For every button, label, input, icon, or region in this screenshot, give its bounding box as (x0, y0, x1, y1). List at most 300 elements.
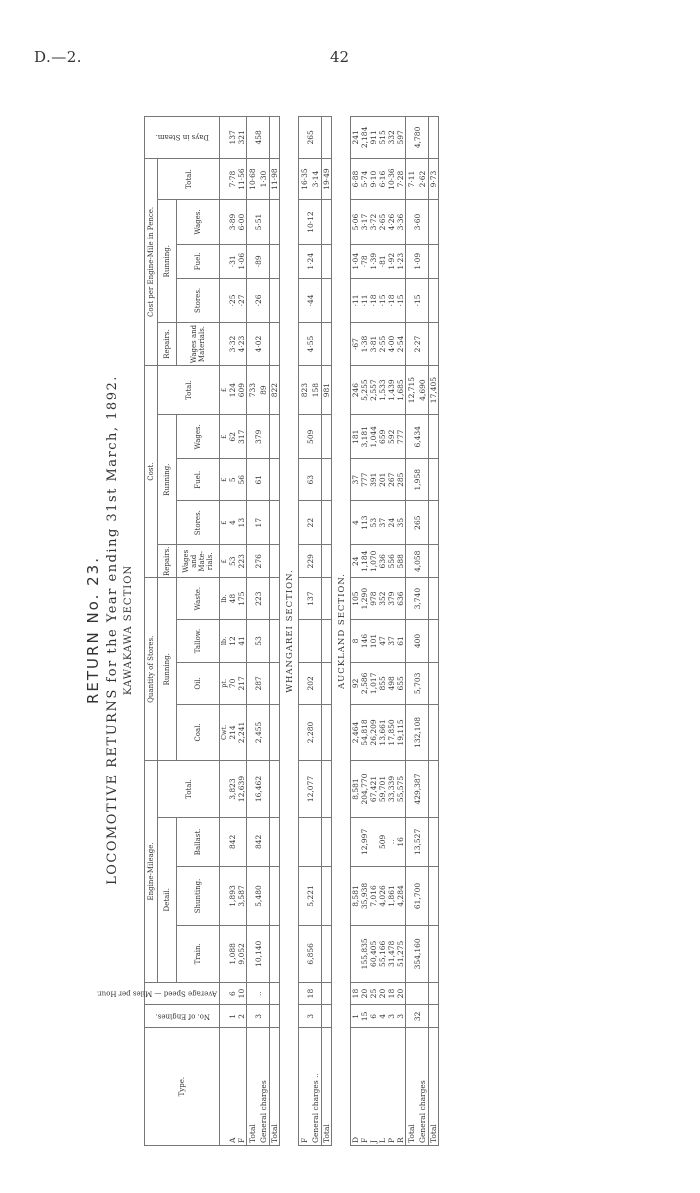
cell-wages: 181 (351, 415, 361, 459)
cell-p-total (299, 158, 322, 200)
cell-days: 2,184 (360, 117, 369, 159)
total-pence: 7·11 (407, 170, 416, 188)
total-pence: 10·68 (248, 168, 257, 190)
cell-coal: 132,108 (406, 704, 429, 761)
cell-days: 515 (378, 117, 387, 159)
cell-oil: 70 (228, 663, 237, 705)
col-tallow: Tallow. (177, 619, 220, 662)
unit-stores: £ (220, 501, 229, 545)
cell-days: 911 (369, 117, 378, 159)
unit-tallow: lb. (220, 619, 229, 662)
cell-no: 3 (387, 1005, 396, 1028)
cell-ballast: 842 (228, 817, 237, 866)
col-cost-total: Total. (158, 366, 220, 415)
total-row (406, 117, 429, 1146)
cell-oil: 217 (237, 663, 247, 705)
section-row (280, 117, 299, 1146)
col-pence-stores: Stores. (177, 278, 220, 322)
cell-p-wages: 2·65 (378, 200, 387, 244)
col-cost-running: Running. (158, 415, 177, 545)
cell-days: 597 (396, 117, 406, 159)
cell-p-stores: ·11 (351, 278, 361, 322)
cell-p-total: 10·36 (387, 158, 396, 200)
cell-days: 458 (247, 117, 270, 159)
cell-shunting: 5,221 (299, 866, 322, 925)
cell-p-rep: 2·54 (396, 323, 406, 366)
cell-ctotal: 124 (228, 366, 237, 415)
unit-oil: pt. (220, 663, 229, 705)
cell-no: 3 (299, 1005, 322, 1028)
cell-coal: 2,464 (351, 704, 361, 761)
cell-wages: 317 (237, 415, 247, 459)
cell-coal: 26,209 (369, 704, 378, 761)
col-mileage-total: Total. (158, 761, 220, 818)
col-oil: Oil. (177, 663, 220, 705)
table-row (237, 117, 247, 1146)
auckland-section-title: AUCKLAND SECTION. (337, 572, 347, 690)
cell-shunting: 4,284 (396, 866, 406, 925)
cell-days: 137 (228, 117, 237, 159)
total-row (247, 117, 270, 1146)
cell-waste: 223 (247, 578, 270, 620)
cell-rep: 1,184 (360, 545, 369, 578)
cell-tallow: 8 (351, 619, 361, 662)
total-value: 12,715 (407, 376, 416, 404)
general-charges-value: 4,690 (418, 379, 427, 401)
cell-p-stores: ·18 (387, 278, 396, 322)
cell-no: 1 (228, 1005, 237, 1028)
cell-wages: 62 (228, 415, 237, 459)
cell-waste: 1,290 (360, 578, 369, 620)
col-pence-wages: Wages. (177, 200, 220, 244)
cell-speed: 6 (228, 982, 237, 1005)
cell-no: 32 (406, 1005, 429, 1028)
cell-fuel: 63 (299, 459, 322, 501)
cell-type: F (360, 1028, 369, 1146)
cell-p-total: 7·78 (228, 158, 237, 200)
cell-p-rep: 1·38 (360, 323, 369, 366)
col-cost-fuel: Fuel. (177, 459, 220, 501)
cell-p-total (406, 158, 429, 200)
cell-total: 204,770 (360, 761, 369, 818)
general-charges-pence: 1·30 (259, 170, 268, 188)
cell-p-stores: ·44 (299, 278, 322, 322)
cell-train: 60,405 (369, 926, 378, 983)
cell-rep: 223 (237, 545, 247, 578)
section-row (332, 117, 351, 1146)
cell-stores: 53 (369, 501, 378, 545)
cell-wages: 659 (378, 415, 387, 459)
cell-tallow: 12 (228, 619, 237, 662)
cell-oil: 5,703 (406, 663, 429, 705)
col-train: Train. (177, 926, 220, 983)
cell-ballast: 13,527 (406, 817, 429, 866)
cell-fuel: 1,958 (406, 459, 429, 501)
cell-speed: 20 (396, 982, 406, 1005)
cell-p-fuel: ·31 (228, 244, 237, 278)
unit-fuel: £ (220, 459, 229, 501)
cell-train: 1,088 (228, 926, 237, 983)
cell-p-rep: 4·55 (299, 323, 322, 366)
cell-ctotal (247, 366, 270, 415)
col-cost-per-mile: Cost per Engine-Mile in Pence. (145, 158, 158, 365)
cell-waste: 352 (378, 578, 387, 620)
cell-p-stores: ·26 (247, 278, 270, 322)
kawakawa-section-title: KAWAKAWA SECTION (123, 564, 134, 696)
cell-wages: 509 (299, 415, 322, 459)
cell-p-fuel: 1·24 (299, 244, 322, 278)
cell-p-total: 6·88 (351, 158, 361, 200)
cell-days: 265 (299, 117, 322, 159)
cell-days: 321 (237, 117, 247, 159)
cell-p-stores: ·15 (378, 278, 387, 322)
cell-waste: 105 (351, 578, 361, 620)
cell-p-fuel: 1·04 (351, 244, 361, 278)
cell-p-rep: 3·81 (369, 323, 378, 366)
cell-train (351, 926, 361, 983)
cell-rep: 556 (387, 545, 396, 578)
grand-total-row (270, 117, 280, 1146)
cell-shunting: 7,016 (369, 866, 378, 925)
total-label: Total (248, 1124, 257, 1143)
col-wages-materials: Wages and Materials. (177, 323, 220, 366)
unit-coal: Cwt. (220, 704, 229, 761)
unit-waste: lb. (220, 578, 229, 620)
cell-p-fuel: 1·92 (387, 244, 396, 278)
cell-ctotal (406, 366, 429, 415)
cell-shunting: 61,700 (406, 866, 429, 925)
cell-p-wages: 3·60 (406, 200, 429, 244)
cell-p-rep: 4·02 (247, 323, 270, 366)
cell-oil: 498 (387, 663, 396, 705)
cell-coal: 54,818 (360, 704, 369, 761)
col-stores-running: Running. (158, 578, 177, 761)
cell-train: 55,166 (378, 926, 387, 983)
cell-p-fuel: ·89 (247, 244, 270, 278)
cell-wages: 3,181 (360, 415, 369, 459)
rotated-table-page (62, 100, 622, 1160)
cell-p-total: 7·28 (396, 158, 406, 200)
cell-type: F (237, 1028, 247, 1146)
table-row (360, 117, 369, 1146)
cell-p-wages: 3·17 (360, 200, 369, 244)
cell-ctotal (299, 366, 322, 415)
cell-no: 2 (237, 1005, 247, 1028)
cell-p-rep: 2·55 (378, 323, 387, 366)
cell-p-stores: ·18 (369, 278, 378, 322)
cell-fuel: 5 (228, 459, 237, 501)
cell-total: 8,581 (351, 761, 361, 818)
cell-p-total: 19·49 (322, 158, 332, 200)
cell-p-total: 9·10 (369, 158, 378, 200)
cell-p-rep: ·67 (351, 323, 361, 366)
cell-ballast: 509 (378, 817, 387, 866)
cell-fuel: 777 (360, 459, 369, 501)
cell-tallow: 41 (237, 619, 247, 662)
col-avg-speed: Average Speed — Miles per Hour. (145, 982, 220, 1005)
col-quantity-stores: Quantity of Stores. (145, 578, 158, 761)
cell-p-wages: 3·36 (396, 200, 406, 244)
col-wages-mate: Wages and Mate- rials. (177, 545, 220, 578)
cell-total: 16,462 (247, 761, 270, 818)
general-charges-label: General charges .. (311, 1073, 320, 1143)
cell-oil: 92 (351, 663, 361, 705)
cell-type (247, 1028, 270, 1146)
cell-speed: 18 (387, 982, 396, 1005)
cell-wages: 379 (247, 415, 270, 459)
cell-stores: 24 (387, 501, 396, 545)
rotated-page-area (62, 100, 622, 1160)
cell-p-wages: 5·51 (247, 200, 270, 244)
cell-ballast: 12,997 (360, 817, 369, 866)
units-row (220, 117, 229, 1146)
col-cost-stores: Stores. (177, 501, 220, 545)
cell-speed: 18 (299, 982, 322, 1005)
cell-rep: 636 (378, 545, 387, 578)
cell-tallow: 61 (396, 619, 406, 662)
cell-speed: 18 (351, 982, 361, 1005)
total-value: 823 (300, 382, 309, 398)
col-shunting: Shunting. (177, 866, 220, 925)
cell-type: R (396, 1028, 406, 1146)
cell-train: 354,160 (406, 926, 429, 983)
cell-p-wages: 3·72 (369, 200, 378, 244)
cell-ctotal: 5,255 (360, 366, 369, 415)
document-reference: D.—2. (34, 48, 83, 66)
cell-coal: 2,455 (247, 704, 270, 761)
cell-fuel: 267 (387, 459, 396, 501)
cell-wages: 6,434 (406, 415, 429, 459)
cell-tallow: 37 (387, 619, 396, 662)
cell-oil: 287 (247, 663, 270, 705)
table-row (396, 117, 406, 1146)
cell-ctotal: 609 (237, 366, 247, 415)
cell-p-total (247, 158, 270, 200)
cell-tallow: 47 (378, 619, 387, 662)
cell-fuel: 56 (237, 459, 247, 501)
col-engine-mileage: Engine-Mileage. (145, 761, 158, 982)
cell-ballast (369, 817, 378, 866)
cell-stores: 35 (396, 501, 406, 545)
total-value: 733 (248, 382, 257, 398)
cell-total: 12,639 (237, 761, 247, 818)
cell-type: J (369, 1028, 378, 1146)
cell-p-stores: ·15 (406, 278, 429, 322)
col-waste: Waste. (177, 578, 220, 620)
col-pence-total: Total. (158, 158, 220, 200)
col-cost-repairs: Repairs. (158, 545, 177, 578)
col-detail: Detail. (158, 817, 177, 982)
cell-ballast: 16 (396, 817, 406, 866)
cell-waste: 48 (228, 578, 237, 620)
total-label: Total (407, 1124, 416, 1143)
cell-total: 429,387 (406, 761, 429, 818)
grand-total-row (322, 117, 332, 1146)
cell-total: 33,339 (387, 761, 396, 818)
cell-no: 3 (247, 1005, 270, 1028)
cell-type: A (228, 1028, 237, 1146)
cell-type: L (378, 1028, 387, 1146)
cell-shunting: 35,938 (360, 866, 369, 925)
return-number: RETURN No. 23. (84, 556, 102, 704)
cell-coal: 19,115 (396, 704, 406, 761)
cell-days: 332 (387, 117, 396, 159)
cell-p-stores: ·27 (237, 278, 247, 322)
cell-tallow: 400 (406, 619, 429, 662)
col-pence-fuel: Fuel. (177, 244, 220, 278)
cell-total: 3,823 (228, 761, 237, 818)
cell-p-rep: 3·32 (228, 323, 237, 366)
cell-fuel: 61 (247, 459, 270, 501)
cell-p-wages: 5·06 (351, 200, 361, 244)
cell-ballast (351, 817, 361, 866)
col-days-steam: Days in Steam. (145, 117, 220, 159)
cell-ctotal: 981 (322, 366, 332, 415)
cell-ballast: .. (387, 817, 396, 866)
table-row (387, 117, 396, 1146)
unit-ctotal: £ (220, 366, 229, 415)
cell-no: 4 (378, 1005, 387, 1028)
table-row (299, 117, 322, 1146)
cell-rep: 1,070 (369, 545, 378, 578)
general-charges-value: 89 (259, 385, 268, 395)
cell-shunting: 5,480 (247, 866, 270, 925)
cell-oil: 1,017 (369, 663, 378, 705)
unit-wages: £ (220, 415, 229, 459)
cell-stores: 4 (228, 501, 237, 545)
cell-p-fuel: ·81 (378, 244, 387, 278)
cell-rep: 229 (299, 545, 322, 578)
cell-coal: 214 (228, 704, 237, 761)
cell-ctotal: 246 (351, 366, 361, 415)
cell-type: P (387, 1028, 396, 1146)
cell-ballast: 842 (247, 817, 270, 866)
cell-shunting: 1,893 (228, 866, 237, 925)
cell-speed: 20 (378, 982, 387, 1005)
general-charges-pence: 3·14 (311, 170, 320, 188)
cell-p-wages: 10·12 (299, 200, 322, 244)
cell-p-stores: ·11 (360, 278, 369, 322)
cell-tallow: 53 (247, 619, 270, 662)
general-charges-value: 158 (311, 382, 320, 398)
cell-stores: 13 (237, 501, 247, 545)
cell-p-fuel: 1·39 (369, 244, 378, 278)
cell-no: 15 (360, 1005, 369, 1028)
cell-waste: 978 (369, 578, 378, 620)
cell-train: 155,835 (360, 926, 369, 983)
cell-type: Total (270, 1028, 280, 1146)
cell-p-rep: 4·00 (387, 323, 396, 366)
cell-waste: 379 (387, 578, 396, 620)
cell-p-wages: 6·00 (237, 200, 247, 244)
cell-fuel: 201 (378, 459, 387, 501)
cell-speed: 25 (369, 982, 378, 1005)
cell-stores: 113 (360, 501, 369, 545)
cell-speed: 10 (237, 982, 247, 1005)
cell-total: 67,421 (369, 761, 378, 818)
cell-ctotal: 822 (270, 366, 280, 415)
cell-shunting: 3,587 (237, 866, 247, 925)
cell-train: 10,140 (247, 926, 270, 983)
cell-fuel: 285 (396, 459, 406, 501)
cell-rep: 24 (351, 545, 361, 578)
cell-p-wages: 4·26 (387, 200, 396, 244)
cell-ctotal: 17,405 (429, 366, 439, 415)
cell-train: 31,478 (387, 926, 396, 983)
cell-coal: 2,280 (299, 704, 322, 761)
col-cost-wages: Wages. (177, 415, 220, 459)
cell-rep: 588 (396, 545, 406, 578)
cell-no: 1 (351, 1005, 361, 1028)
cell-rep: 276 (247, 545, 270, 578)
cell-p-fuel: 1·06 (237, 244, 247, 278)
cell-oil: 202 (299, 663, 322, 705)
cell-p-fuel: 1·23 (396, 244, 406, 278)
cell-stores: 37 (378, 501, 387, 545)
cell-waste: 175 (237, 578, 247, 620)
cell-rep: 4,058 (406, 545, 429, 578)
cell-speed: .. (247, 982, 270, 1005)
type-label: F (300, 1137, 309, 1143)
col-type: Type. (145, 1028, 220, 1146)
cell-shunting: 1,861 (387, 866, 396, 925)
cell-p-total: 5·74 (360, 158, 369, 200)
col-ballast: Ballast. (177, 817, 220, 866)
cell-stores: 265 (406, 501, 429, 545)
cell-train: 51,275 (396, 926, 406, 983)
cell-p-wages: 3·89 (228, 200, 237, 244)
cell-coal: 2,241 (237, 704, 247, 761)
cell-waste: 3,740 (406, 578, 429, 620)
cell-total: 12,077 (299, 761, 322, 818)
cell-days: 4,780 (406, 117, 429, 159)
return-title: LOCOMOTIVE RETURNS for the Year ending 31st March, 1892. (105, 375, 120, 885)
cell-total: 55,575 (396, 761, 406, 818)
col-pence-repairs: Repairs. (158, 323, 177, 366)
table-row (378, 117, 387, 1146)
table-row (228, 117, 237, 1146)
cell-waste: 137 (299, 578, 322, 620)
cell-wages: 1,044 (369, 415, 378, 459)
cell-no: 6 (369, 1005, 378, 1028)
cell-type: Total (322, 1028, 332, 1146)
col-cost: Cost. (145, 366, 158, 578)
cell-p-stores: ·25 (228, 278, 237, 322)
cell-type (406, 1028, 429, 1146)
cell-no: 3 (396, 1005, 406, 1028)
cell-train: 9,052 (237, 926, 247, 983)
cell-days: 241 (351, 117, 361, 159)
cell-stores: 4 (351, 501, 361, 545)
cell-fuel: 391 (369, 459, 378, 501)
cell-wages: 777 (396, 415, 406, 459)
col-pence-running: Running. (158, 200, 177, 323)
general-charges-pence: 2·62 (418, 170, 427, 188)
table-row (351, 117, 361, 1146)
page-number: 42 (330, 48, 350, 66)
cell-p-fuel: 1·09 (406, 244, 429, 278)
cell-rep: 53 (228, 545, 237, 578)
cell-tallow: 101 (369, 619, 378, 662)
cell-oil: 855 (378, 663, 387, 705)
cell-p-total: 9·73 (429, 158, 439, 200)
cell-shunting: 4,026 (378, 866, 387, 925)
cell-p-total: 6·16 (378, 158, 387, 200)
whangarei-section-title: WHANGAREI SECTION. (285, 569, 295, 693)
cell-ctotal: 2,557 (369, 366, 378, 415)
col-no-engines: No. of Engines. (145, 1005, 220, 1028)
cell-p-fuel: ·78 (360, 244, 369, 278)
